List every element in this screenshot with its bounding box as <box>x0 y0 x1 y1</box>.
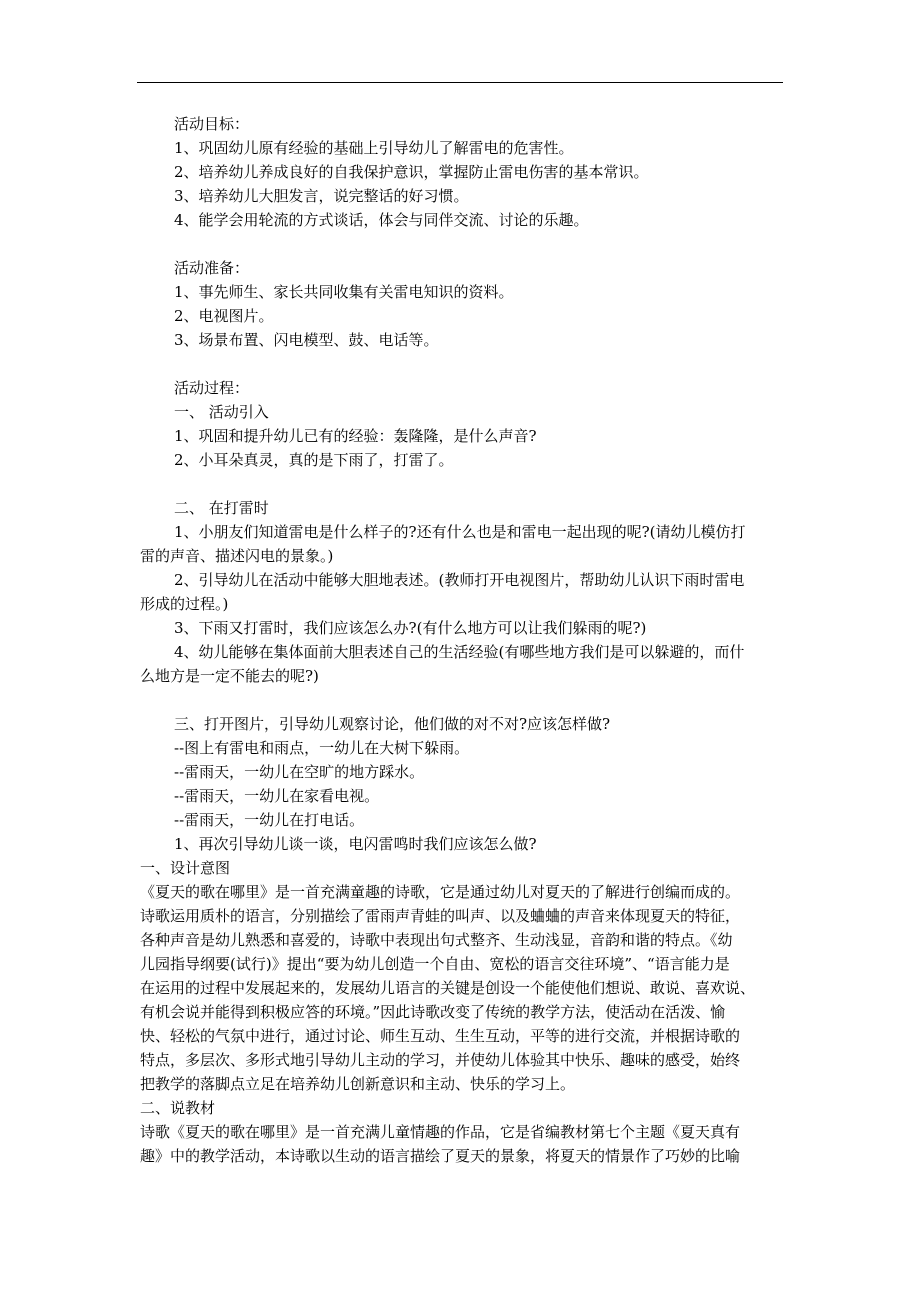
step3-item: --雷雨天，一幼儿在打电话。 <box>174 811 365 829</box>
textbook-heading: 二、说教材 <box>140 1099 216 1117</box>
design-line: 快、轻松的气氛中进行，通过讨论、师生互动、生生互动，平等的进行交流，并根据诗歌的 <box>140 1027 741 1045</box>
design-line: 诗歌运用质朴的语言，分别描绘了雷雨声青蛙的叫声、以及蛐蛐的声音来体现夏天的特征， <box>140 907 741 925</box>
prep-item: 1、事先师生、家长共同收集有关雷电知识的资料。 <box>174 283 514 301</box>
step2-line: 3、下雨又打雷时，我们应该怎么办?(有什么地方可以让我们躲雨的呢?) <box>174 619 647 637</box>
step2-line: 雷的声音、描述闪电的景象。) <box>140 547 334 565</box>
design-line: 儿园指导纲要(试行)》提出“要为幼儿创造一个自由、宽松的语言交往环境”、“语言能力是 <box>140 955 730 973</box>
step3-item: --雷雨天，一幼儿在家看电视。 <box>174 787 380 805</box>
design-line: 特点，多层次、多形式地引导幼儿主动的学习，并使幼儿体验其中快乐、趣味的感受，始终 <box>140 1051 741 1069</box>
step2-line: 么地方是一定不能去的呢?) <box>140 667 319 685</box>
step2-heading: 二、 在打雷时 <box>174 499 269 517</box>
design-line: 有机会说并能得到积极应答的环境。”因此诗歌改变了传统的教学方法，使活动在活泼、愉 <box>140 1003 726 1021</box>
step2-line: 2、引导幼儿在活动中能够大胆地表述。(教师打开电视图片，帮助幼儿认识下雨时雷电 <box>174 571 745 589</box>
goal-item: 3、培养幼儿大胆发言，说完整话的好习惯。 <box>174 187 469 205</box>
step2-line: 4、幼儿能够在集体面前大胆表述自己的生活经验(有哪些地方我们是可以躲避的，而什 <box>174 643 745 661</box>
prep-heading: 活动准备： <box>174 259 250 277</box>
goal-item: 4、能学会用轮流的方式谈话，体会与同伴交流、讨论的乐趣。 <box>174 211 589 229</box>
textbook-line: 趣》中的教学活动，本诗歌以生动的语言描绘了夏天的景象，将夏天的情景作了巧妙的比喻 <box>140 1147 741 1165</box>
step2-line: 1、小朋友们知道雷电是什么样子的?还有什么也是和雷电一起出现的呢?(请幼儿模仿打 <box>174 523 746 541</box>
goal-item: 1、巩固幼儿原有经验的基础上引导幼儿了解雷电的危害性。 <box>174 139 574 157</box>
step3-item: --图上有雷电和雨点，一幼儿在大树下躲雨。 <box>174 739 470 757</box>
goals-heading: 活动目标： <box>174 115 250 133</box>
design-line: 把教学的落脚点立足在培养幼儿创新意识和主动、快乐的学习上。 <box>140 1075 576 1093</box>
textbook-line: 诗歌《夏天的歌在哪里》是一首充满儿童情趣的作品，它是省编教材第七个主题《夏天真有 <box>140 1123 741 1141</box>
step3-item: --雷雨天，一幼儿在空旷的地方踩水。 <box>174 763 425 781</box>
step1-item: 2、小耳朵真灵，真的是下雨了，打雷了。 <box>174 451 454 469</box>
header-rule <box>137 82 783 83</box>
step1-heading: 一、 活动引入 <box>174 403 269 421</box>
process-heading: 活动过程： <box>174 379 250 397</box>
step2-line: 形成的过程。) <box>140 595 229 613</box>
prep-item: 2、电视图片。 <box>174 307 274 325</box>
step1-item: 1、巩固和提升幼儿已有的经验：轰隆隆，是什么声音? <box>174 427 537 445</box>
goal-item: 2、培养幼儿养成良好的自我保护意识，掌握防止雷电伤害的基本常识。 <box>174 163 649 181</box>
design-line: 在运用的过程中发展起来的，发展幼儿语言的关键是创设一个能使他们想说、敢说、喜欢说、 <box>140 979 756 997</box>
step3-heading: 三、打开图片，引导幼儿观察讨论，他们做的对不对?应该怎样做? <box>174 715 611 733</box>
prep-item: 3、场景布置、闪电模型、鼓、电话等。 <box>174 331 439 349</box>
design-heading: 一、设计意图 <box>140 859 231 877</box>
design-line: 《夏天的歌在哪里》是一首充满童趣的诗歌，它是通过幼儿对夏天的了解进行创编而成的。 <box>140 883 741 901</box>
step3-item: 1、再次引导幼儿谈一谈，电闪雷鸣时我们应该怎么做? <box>174 835 537 853</box>
design-line: 各种声音是幼儿熟悉和喜爱的，诗歌中表现出句式整齐、生动浅显，音韵和谐的特点。《幼 <box>140 931 733 949</box>
